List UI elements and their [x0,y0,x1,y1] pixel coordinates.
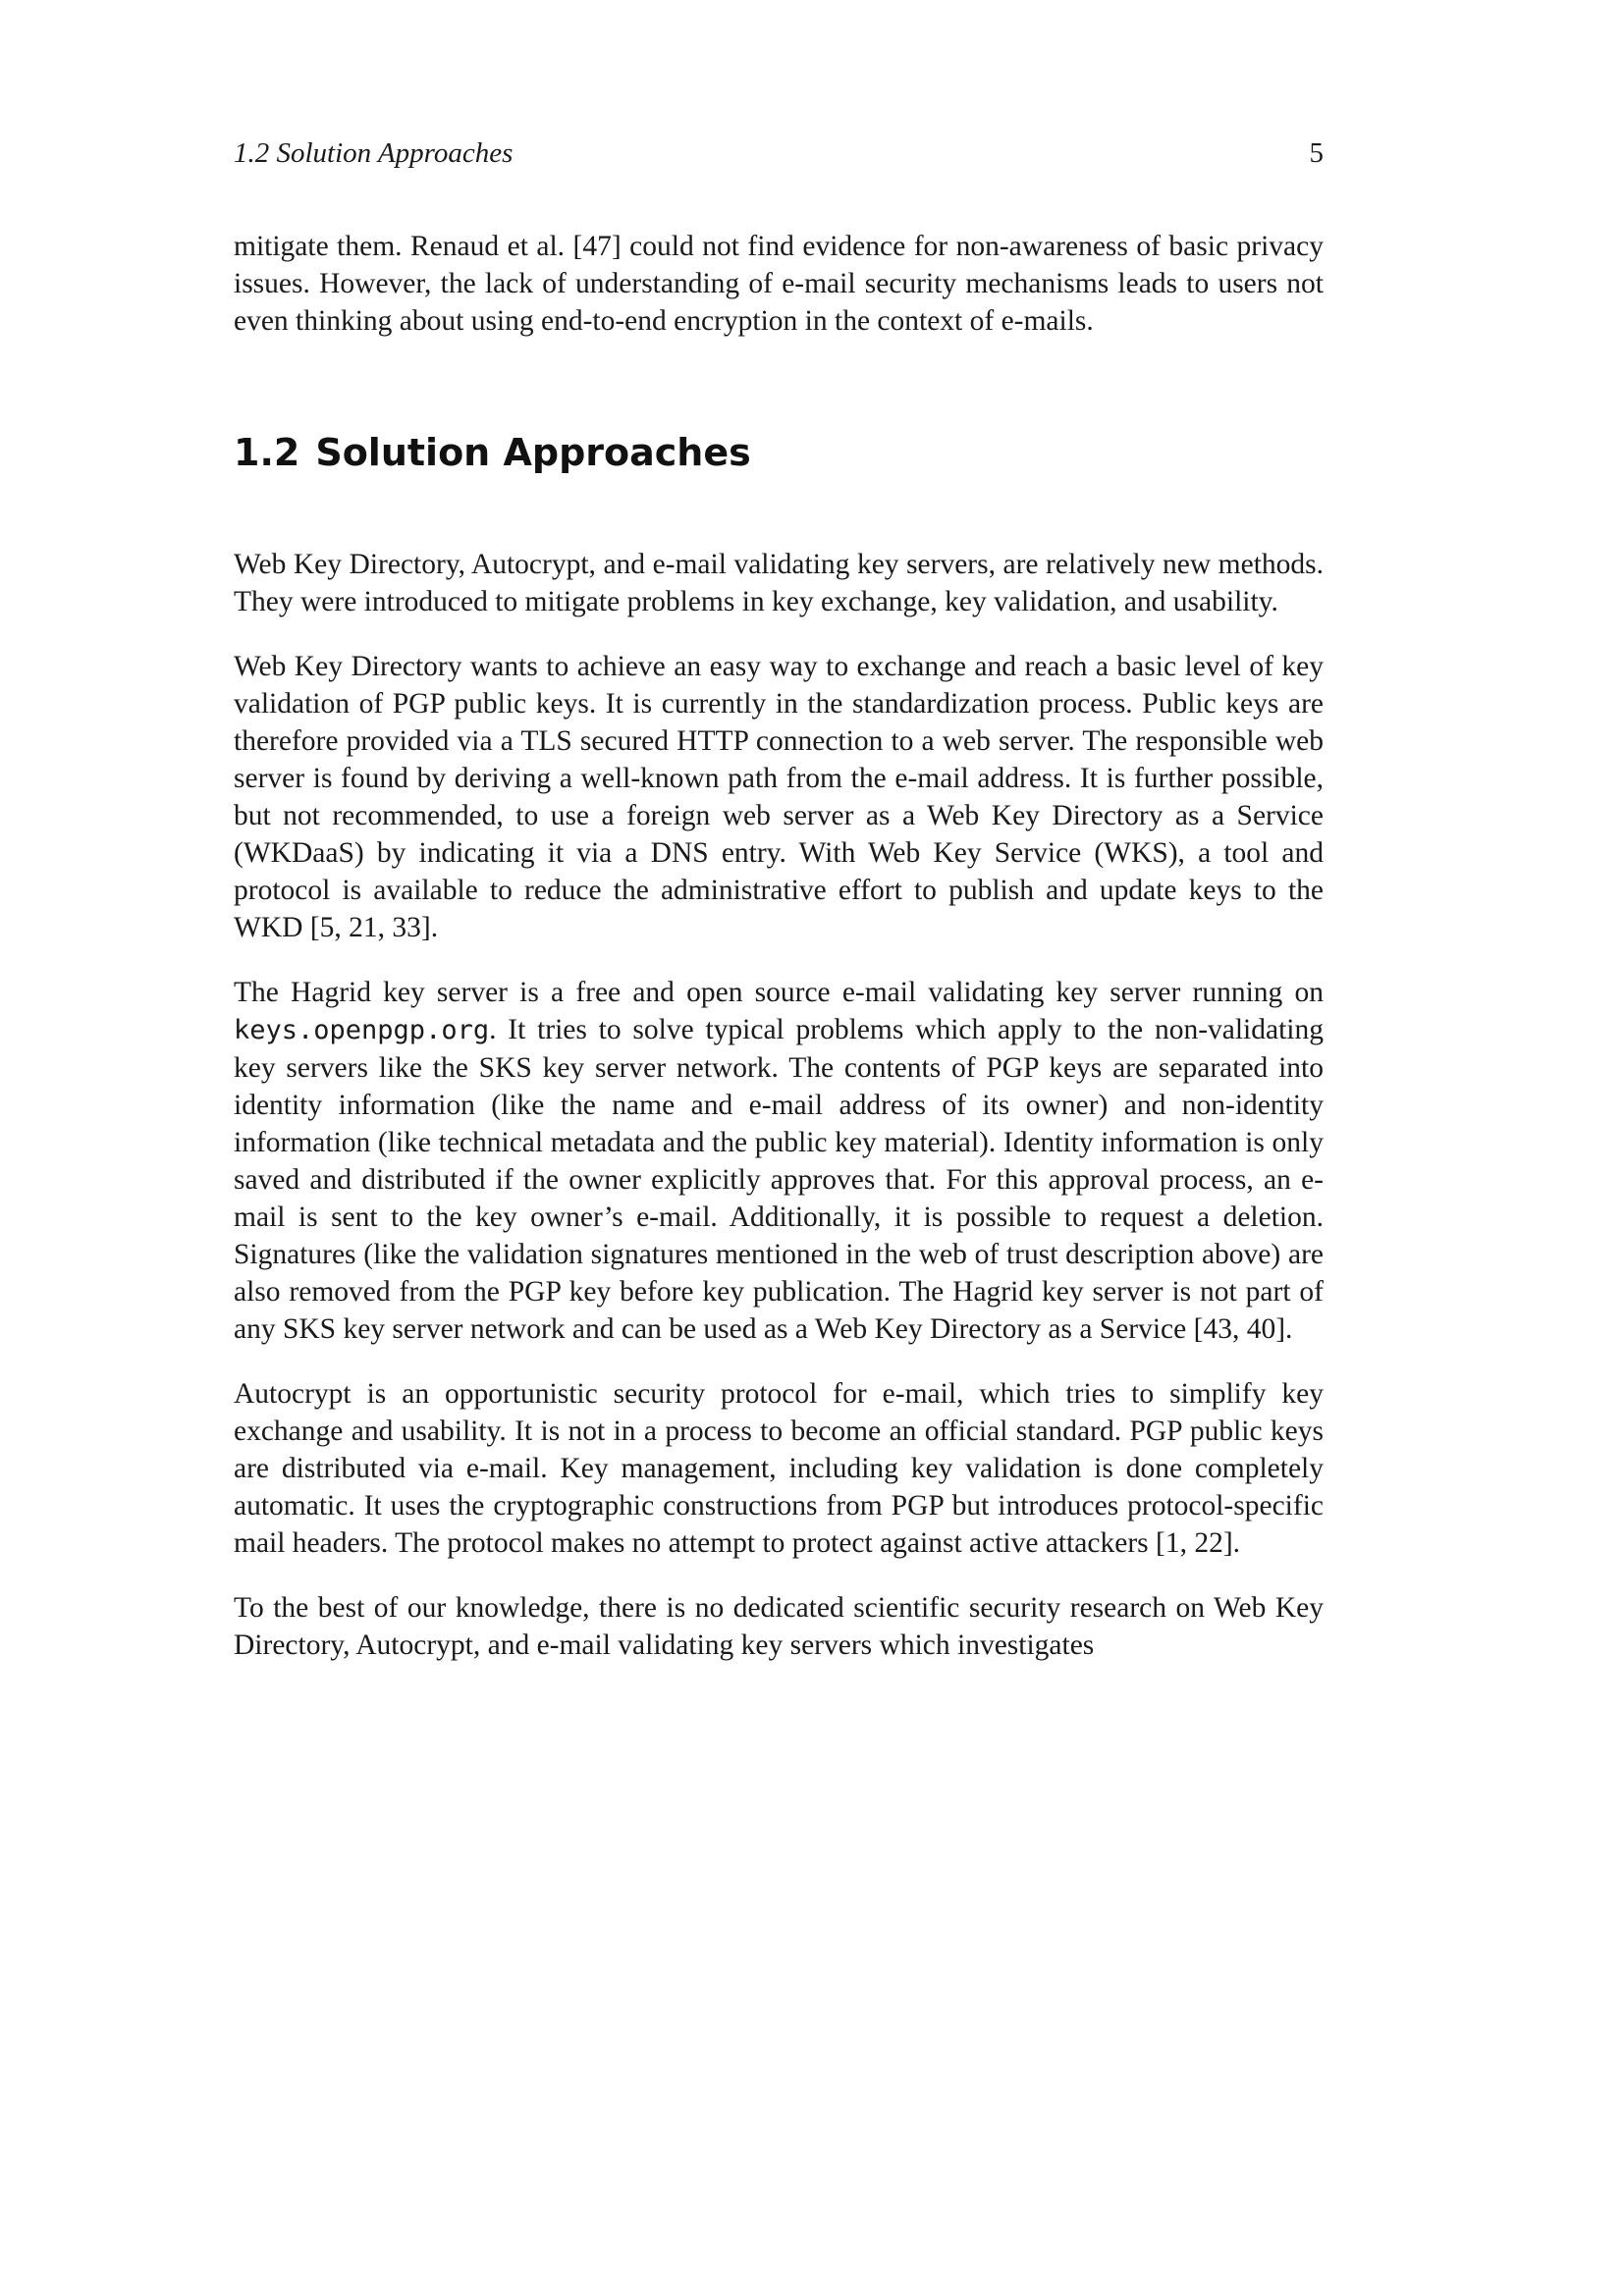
section-number: 1.2 [234,431,300,474]
running-header [234,135,1324,175]
paragraph-autocrypt: Autocrypt is an opportunistic security protocol for e-mail, which tries to simplify key exchange and usability. It is not in a process to become an official standard. PGP public keys are distributed via e-mail. Key management, including key validation is done completely automatic. It uses the cryptographic constructions from PGP but introduces protocol-specific mail headers. The protocol makes no attempt to protect against active attackers [1, 22]. [234,1378,1324,1559]
hagrid-text-after: . It tries to solve typical problems which apply to the non-validating key servers like the SKS key server network. The contents of PGP keys are separated into identity information (like the name and e-mail address of its owner) and non-identity information (like technical metadata and the public key material). Identity information is only saved and distributed if the owner explicitly approves that. For this approval process, an e-mail is sent to the key owner’s e-mail. Additionally, it is possible to request a deletion. Signatures (like the validation signatures mentioned in the web of trust description above) are also removed from the PGP key before key publication. The Hagrid key server is not part of any SKS key server network and can be used as a Web Key Directory as a Service [43, 40]. [234,1014,1324,1345]
keyserver-domain-code: keys.openpgp.org [234,1015,490,1045]
paragraph-web-key-directory: Web Key Directory wants to achieve an easy way to exchange and reach a basic level of key validation of PGP public keys. It is currently in the standardization process. Public keys are therefore provided via a TLS secured HTTP connection to a web server. The responsible web server is found by deriving a well-known path from the e-mail address. It is further possible, but not recommended, to use a foreign web server as a Web Key Directory as a Service (WKDaaS) by indicating it via a DNS entry. With Web Key Service (WKS), a tool and protocol is available to reduce the administrative effort to publish and update keys to the WKD [5, 21, 33]. [234,651,1324,943]
section-heading [234,430,1324,475]
page-number: 5 [1309,137,1324,169]
paragraph-overview: Web Key Directory, Autocrypt, and e-mail validating key servers, are relatively new methods. They were introduced to mitigate problems in key exchange, key validation, and usability. [234,549,1324,617]
running-header-title: 1.2 Solution Approaches [234,137,514,169]
paragraph-hagrid-key-server [234,974,1324,1348]
section-title: Solution Approaches [315,431,751,474]
hagrid-text-before: The Hagrid key server is a free and open source e-mail validating key server running on [234,977,1324,1008]
paragraph-research-gap: To the best of our knowledge, there is no dedicated scientific security research on Web Key Directory, Autocrypt, and e-mail validating key servers which investigates [234,1592,1324,1661]
intro-paragraph: mitigate them. Renaud et al. [47] could not find evidence for non-awareness of basic privacy issues. However, the lack of understanding of e-mail security mechanisms leads to users not even thinking about using end-to-end encryption in the context of e-mails. [234,231,1324,337]
page-body [234,228,1324,1691]
